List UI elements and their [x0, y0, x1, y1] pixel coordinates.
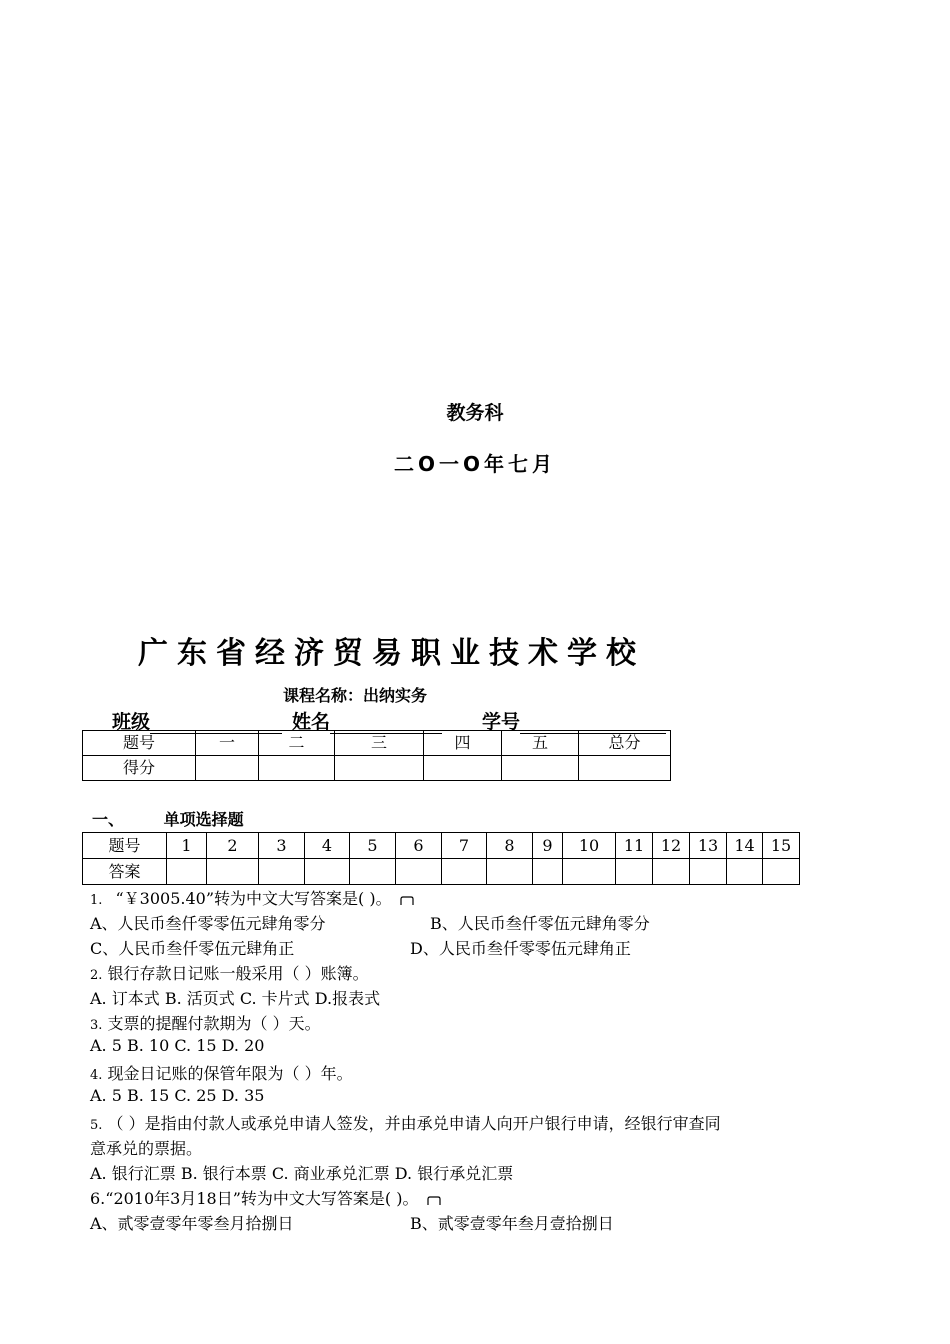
question-4: [90, 1061, 353, 1084]
question-1-option-b[interactable]: B、人民币叁仟零伍元肆角零分: [430, 914, 650, 933]
question-number: 3.: [90, 1018, 103, 1033]
school-name: 广东省经济贸易职业技术学校: [138, 636, 645, 671]
question-text: （ ）是指由付款人或承兑申请人签发，并由承兑申请人向开户银行申请，经银行审查同: [107, 1114, 721, 1133]
question-number: 6.: [90, 1189, 106, 1208]
score-cell[interactable]: [335, 756, 424, 781]
question-number-cell: 15: [763, 833, 800, 859]
score-table-header-row: [83, 731, 671, 756]
answer-header-label: 题号: [83, 833, 167, 859]
anchor-mark-icon: [426, 1194, 442, 1206]
class-label: 班级: [112, 711, 151, 733]
question-number-cell: 13: [690, 833, 727, 859]
question-5-text-continued: 意承兑的票据。: [90, 1139, 203, 1158]
question-2-options[interactable]: A. 订本式 B. 活页式 C. 卡片式 D.报表式: [90, 989, 381, 1008]
question-4-options[interactable]: A. 5 B. 15 C. 25 D. 35: [90, 1086, 265, 1105]
answer-cell[interactable]: [259, 859, 305, 885]
answer-row-label: 答案: [83, 859, 167, 885]
question-number-cell: 8: [487, 833, 533, 859]
answer-table: [82, 832, 800, 885]
question-number-cell: 3: [259, 833, 305, 859]
question-number-cell: 6: [396, 833, 442, 859]
question-number-cell: 4: [305, 833, 350, 859]
score-header-cell: 题号: [83, 731, 196, 756]
question-number-cell: 1: [167, 833, 207, 859]
answer-cell[interactable]: [305, 859, 350, 885]
answer-cell[interactable]: [690, 859, 727, 885]
question-number-cell: 7: [442, 833, 487, 859]
answer-cell[interactable]: [616, 859, 653, 885]
department-name: 教务科: [446, 402, 504, 424]
question-number: 4.: [90, 1068, 103, 1083]
score-header-cell: 三: [335, 731, 424, 756]
question-number-cell: 9: [533, 833, 563, 859]
question-3: [90, 1011, 321, 1034]
question-1: [90, 886, 415, 909]
score-header-cell: 二: [259, 731, 335, 756]
question-number-cell: 5: [350, 833, 396, 859]
score-cell[interactable]: [259, 756, 335, 781]
question-2: [90, 961, 369, 984]
question-number: 2.: [90, 968, 103, 983]
answer-cell[interactable]: [533, 859, 563, 885]
score-header-cell: 五: [502, 731, 579, 756]
question-text: 支票的提醒付款期为（ ）天。: [107, 1014, 321, 1033]
score-table: [82, 730, 671, 781]
section-number: 一、: [92, 810, 125, 829]
score-cell[interactable]: [579, 756, 671, 781]
question-5: [90, 1111, 721, 1134]
answer-cell[interactable]: [396, 859, 442, 885]
question-6-option-b[interactable]: B、贰零壹零年叁月壹拾捌日: [410, 1214, 614, 1233]
question-1-option-a[interactable]: A、人民币叁仟零零伍元肆角零分: [90, 914, 326, 933]
question-text: “￥3005.40”转为中文大写答案是( )。: [115, 889, 392, 908]
score-header-cell: 一: [196, 731, 259, 756]
question-text: 银行存款日记账一般采用（ ）账簿。: [107, 964, 369, 983]
score-cell[interactable]: [424, 756, 502, 781]
answer-table-row: [83, 859, 800, 885]
question-1-option-c[interactable]: C、人民币叁仟零伍元肆角正: [90, 939, 295, 958]
question-5-options[interactable]: A. 银行汇票 B. 银行本票 C. 商业承兑汇票 D. 银行承兑汇票: [90, 1164, 514, 1183]
score-table-row: [83, 756, 671, 781]
document-date: 二O一O年七月: [393, 452, 556, 476]
course-name: 课程名称：出纳实务: [283, 686, 428, 705]
answer-cell[interactable]: [727, 859, 763, 885]
answer-cell[interactable]: [487, 859, 533, 885]
question-number-cell: 14: [727, 833, 763, 859]
question-number-cell: 12: [653, 833, 690, 859]
question-1-option-d[interactable]: D、人民币叁仟零零伍元肆角正: [410, 939, 631, 958]
score-row-label: 得分: [83, 756, 196, 781]
score-header-cell: 总分: [579, 731, 671, 756]
name-label: 姓名: [292, 711, 331, 733]
question-text: 现金日记账的保管年限为（ ）年。: [107, 1064, 353, 1083]
anchor-mark-icon: [399, 894, 415, 906]
answer-cell[interactable]: [763, 859, 800, 885]
answer-cell[interactable]: [653, 859, 690, 885]
section-heading: [92, 807, 244, 830]
answer-cell[interactable]: [167, 859, 207, 885]
question-number: 5.: [90, 1118, 103, 1133]
student-id-label: 学号: [482, 711, 521, 733]
answer-cell[interactable]: [563, 859, 616, 885]
question-number-cell: 2: [207, 833, 259, 859]
question-6: [90, 1186, 442, 1209]
question-number-cell: 10: [563, 833, 616, 859]
answer-cell[interactable]: [207, 859, 259, 885]
answer-cell[interactable]: [442, 859, 487, 885]
question-number: 1.: [90, 893, 103, 908]
score-header-cell: 四: [424, 731, 502, 756]
section-title: 单项选择题: [163, 810, 244, 829]
score-cell[interactable]: [502, 756, 579, 781]
question-3-options[interactable]: A. 5 B. 10 C. 15 D. 20: [90, 1036, 265, 1055]
question-6-option-a[interactable]: A、贰零壹零年零叁月拾捌日: [90, 1214, 294, 1233]
question-text: “2010年3月18日”转为中文大写答案是( )。: [105, 1189, 419, 1208]
score-cell[interactable]: [196, 756, 259, 781]
answer-table-header-row: [83, 833, 800, 859]
answer-cell[interactable]: [350, 859, 396, 885]
question-number-cell: 11: [616, 833, 653, 859]
